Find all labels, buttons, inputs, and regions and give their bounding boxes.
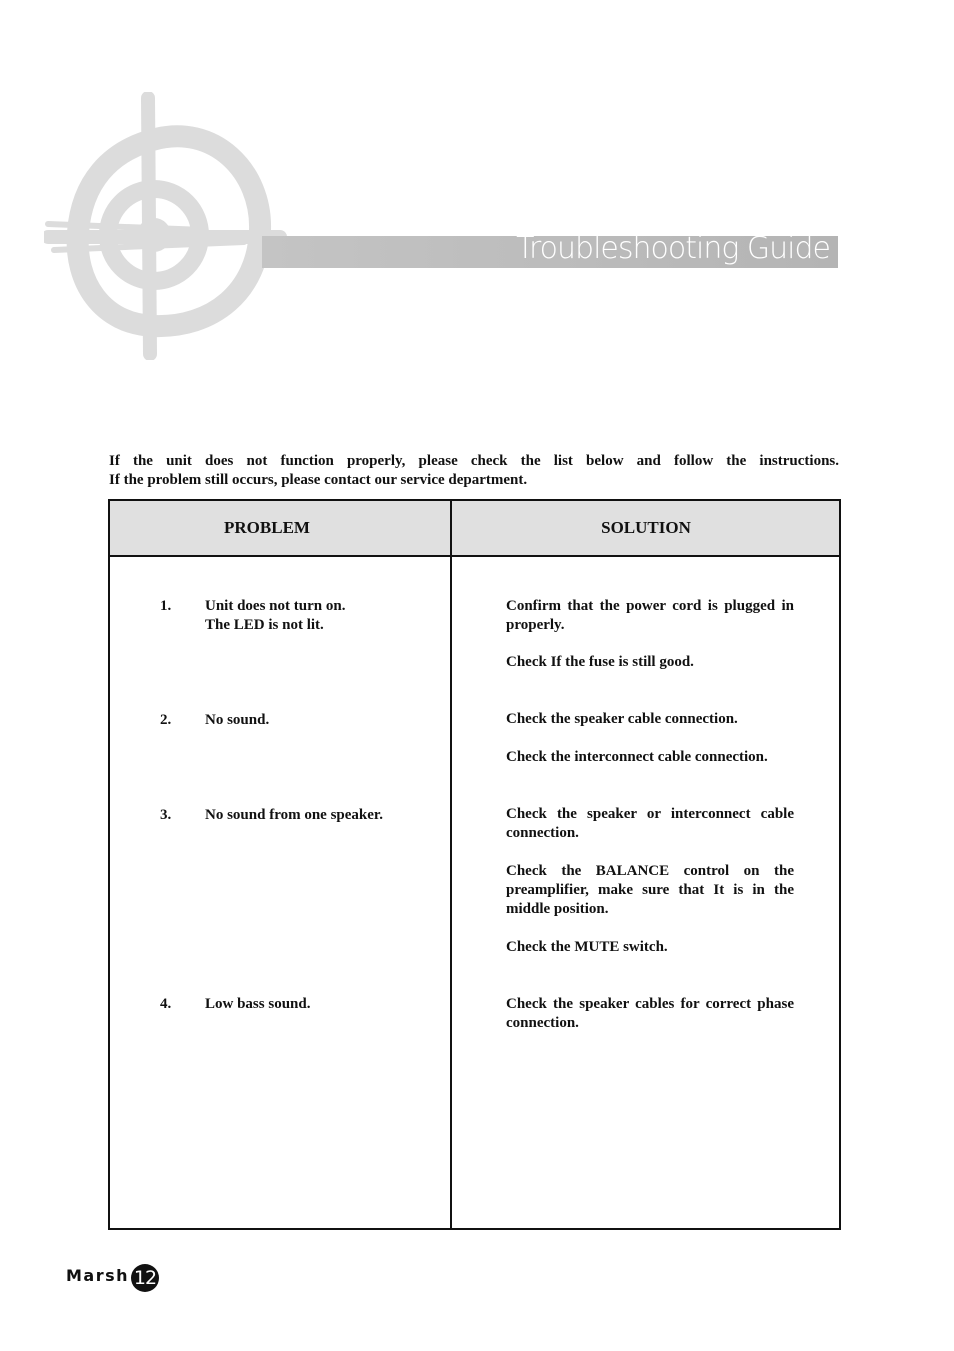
- page-number-badge: 12: [131, 1264, 159, 1292]
- solution-text: Check the interconnect cable connection.: [506, 749, 768, 765]
- column-header-solution: SOLUTION: [601, 518, 691, 537]
- row-number: 4.: [160, 996, 172, 1012]
- column-header-problem: PROBLEM: [224, 518, 310, 537]
- page-title: Troubleshooting Guide: [516, 231, 830, 266]
- column-divider: [450, 501, 452, 1228]
- solution-text: Check the BALANCE control on the preamplifier, make sure that It is in the middle position.: [506, 863, 794, 917]
- intro-line-2: If the problem still occurs, please contact our service department.: [109, 472, 528, 488]
- brand-name: Marsh: [66, 1266, 130, 1285]
- problem-line: Unit does not turn on.: [205, 598, 346, 614]
- intro-paragraph: [109, 452, 839, 490]
- problem-text: [205, 597, 345, 635]
- solution-text: Check If the fuse is still good.: [506, 654, 694, 670]
- solution-text: Check the speaker cable connection.: [506, 711, 738, 727]
- solution-text: Check the speaker or interconnect cable connection.: [506, 806, 794, 841]
- row-number: 1.: [160, 598, 172, 614]
- crosshair-logo-graphic: [44, 92, 294, 360]
- problem-line: The LED is not lit.: [205, 617, 324, 633]
- table-header: [110, 501, 839, 557]
- row-number: 3.: [160, 807, 172, 823]
- row-number: 2.: [160, 712, 172, 728]
- troubleshooting-table: [108, 499, 841, 1230]
- problem-text: No sound from one speaker.: [205, 807, 383, 823]
- solution-text: Check the MUTE switch.: [506, 939, 668, 955]
- problem-text: Low bass sound.: [205, 996, 311, 1012]
- solution-text: Confirm that the power cord is plugged in properly.: [506, 598, 794, 633]
- intro-line-1: If the unit does not function properly, please check the list below and follow the instructions.: [109, 453, 839, 469]
- problem-text: No sound.: [205, 712, 270, 728]
- solution-text: Check the speaker cables for correct phase connection.: [506, 996, 794, 1031]
